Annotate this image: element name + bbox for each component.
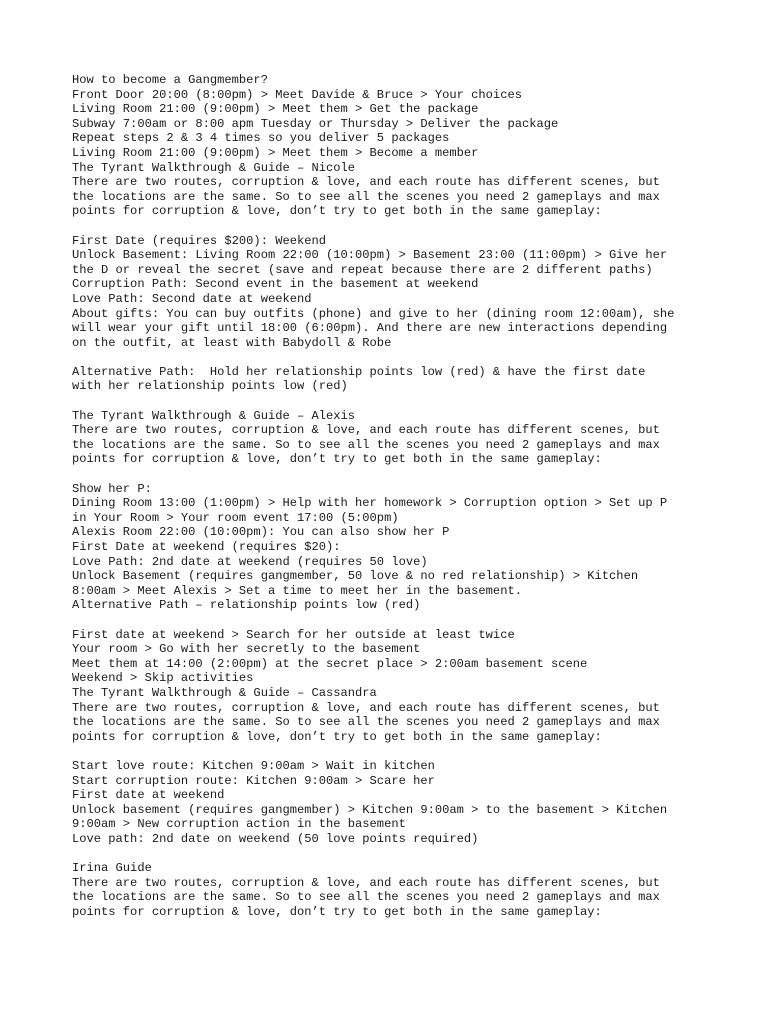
text-line: with her relationship points low (red) [72,379,348,394]
blank-line [72,846,712,861]
text-line: Repeat steps 2 & 3 4 times so you deliver 5 packages [72,131,450,146]
text-line: points for corruption & love, don’t try to get both in the same gameplay: [72,204,602,219]
text-line: Love Path: 2nd date at weekend (requires 50 love) [72,554,428,569]
text-line: Alternative Path – relationship points low (red) [72,598,421,613]
blank-line [72,394,712,409]
text-line: the locations are the same. So to see all the scenes you need 2 gameplays and max [72,189,660,204]
text-line: The Tyrant Walkthrough & Guide – Cassandra [72,685,377,700]
blank-line [72,467,712,482]
text-line: points for corruption & love, don’t try to get both in the same gameplay: [72,729,602,744]
text-line: Unlock Basement (requires gangmember, 50 love & no red relationship) > Kitchen [72,569,639,584]
text-line: The Tyrant Walkthrough & Guide – Nicole [72,160,356,175]
text-line: First date at weekend > Search for her outside at least twice [72,627,515,642]
text-line: points for corruption & love, don’t try to get both in the same gameplay: [72,452,602,467]
text-line: Front Door 20:00 (8:00pm) > Meet Davide & Bruce > Your choices [72,87,522,102]
text-line: the locations are the same. So to see all the scenes you need 2 gameplays and max [72,715,660,730]
text-line: Start corruption route: Kitchen 9:00am > Scare her [72,773,435,788]
blank-line [72,219,712,234]
text-line: Irina Guide [72,861,152,876]
text-line: First date at weekend [72,788,225,803]
text-line: How to become a Gangmember? [72,73,268,87]
text-line: on the outfit, at least with Babydoll & Robe [72,335,392,350]
text-line: There are two routes, corruption & love, and each route has different scenes, but [72,175,660,190]
text-line: Love path: 2nd date on weekend (50 love points required) [72,831,479,846]
text-line: Unlock Basement: Living Room 22:00 (10:00pm) > Basement 23:00 (11:00pm) > Give her [72,248,668,263]
blank-line [72,350,712,365]
text-line: There are two routes, corruption & love, and each route has different scenes, but [72,700,660,715]
text-line: Love Path: Second date at weekend [72,291,312,306]
text-line: Dining Room 13:00 (1:00pm) > Help with her homework > Corruption option > Set up P [72,496,668,511]
text-line: 9:00am > New corruption action in the basement [72,817,406,832]
text-line: Living Room 21:00 (9:00pm) > Meet them > Become a member [72,145,479,160]
text-line: Show her P: [72,481,152,496]
text-line: Meet them at 14:00 (2:00pm) at the secret place > 2:00am basement scene [72,656,588,671]
text-line: Corruption Path: Second event in the basement at weekend [72,277,479,292]
text-line: Alexis Room 22:00 (10:00pm): You can also show her P [72,525,450,540]
blank-line [72,613,712,628]
text-line: Unlock basement (requires gangmember) > Kitchen 9:00am > to the basement > Kitchen [72,802,668,817]
text-line: points for corruption & love, don’t try to get both in the same gameplay: [72,904,602,919]
text-line: Start love route: Kitchen 9:00am > Wait in kitchen [72,758,435,773]
text-line: the D or reveal the secret (save and repeat because there are 2 different paths) [72,262,653,277]
document-body [72,73,712,919]
text-line: 8:00am > Meet Alexis > Set a time to meet her in the basement. [72,583,522,598]
text-line: Alternative Path: Hold her relationship points low (red) & have the first date [72,364,646,379]
text-line: First Date (requires $200): Weekend [72,233,327,248]
text-line: in Your Room > Your room event 17:00 (5:00pm) [72,510,399,525]
text-line: There are two routes, corruption & love, and each route has different scenes, but [72,875,660,890]
text-line: will wear your gift until 18:00 (6:00pm). And there are new interactions depending [72,321,668,336]
text-line: The Tyrant Walkthrough & Guide – Alexis [72,408,356,423]
text-line: Your room > Go with her secretly to the basement [72,642,421,657]
text-line: Living Room 21:00 (9:00pm) > Meet them > Get the package [72,102,479,117]
text-line: About gifts: You can buy outfits (phone) and give to her (dining room 12:00am), she [72,306,675,321]
text-line: Subway 7:00am or 8:00 apm Tuesday or Thursday > Deliver the package [72,116,559,131]
text-line: First Date at weekend (requires $20): [72,540,341,554]
text-line: the locations are the same. So to see all the scenes you need 2 gameplays and max [72,890,660,905]
text-line: There are two routes, corruption & love, and each route has different scenes, but [72,423,660,438]
text-line: the locations are the same. So to see all the scenes you need 2 gameplays and max [72,437,660,452]
text-line: Weekend > Skip activities [72,671,254,686]
blank-line [72,744,712,759]
